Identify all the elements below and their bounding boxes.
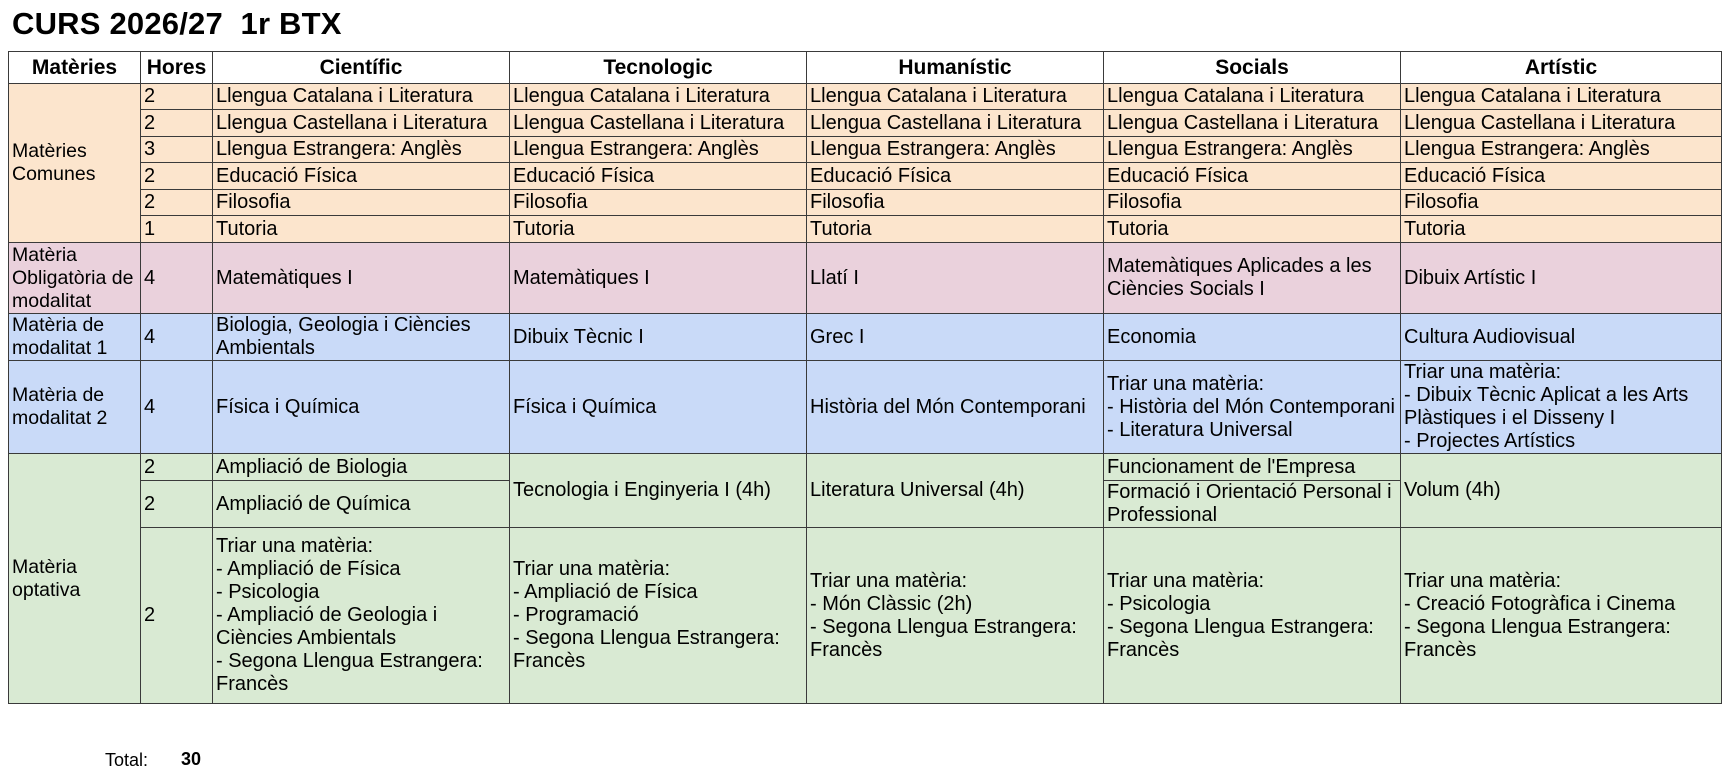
cell-line: - Món Clàssic (2h) (810, 592, 973, 615)
subject-humanistic: Educació Física (807, 163, 1104, 190)
subject-humanistic: Llengua Estrangera: Anglès (807, 137, 1104, 163)
cell-line: - Projectes Artístics (1404, 430, 1576, 452)
subject-cientific: Llengua Catalana i Literatura (213, 84, 510, 110)
comunes-row (9, 216, 1722, 243)
header-humanistic: Humanístic (807, 52, 1104, 84)
optativa-humanistic (807, 528, 1104, 704)
subject-socials: Tutoria (1104, 216, 1401, 243)
optativa-humanistic: Literatura Universal (4h) (807, 454, 1104, 528)
comunes-row (9, 137, 1722, 163)
comunes-row (9, 110, 1722, 137)
cell-line: Plàstiques i el Disseny I (1404, 407, 1616, 429)
header-materies: Matèries (9, 52, 141, 84)
cell-line: - Ampliació de Geologia i (216, 604, 438, 626)
modalitat2-tecnologic: Física i Química (510, 361, 807, 454)
optativa-label: Matèria optativa (9, 454, 141, 704)
cell-line: Triar una matèria: (1107, 569, 1265, 592)
cell-line: - Ampliació de Física (513, 581, 698, 603)
modalitat2-row (9, 361, 1722, 454)
cell-line: - Segona Llengua Estrangera: (1107, 615, 1374, 638)
modalitat1-artistic: Cultura Audiovisual (1401, 314, 1722, 361)
obligatoria-artistic: Dibuix Artístic I (1401, 243, 1722, 314)
modalitat2-socials (1104, 361, 1401, 454)
comunes-row (9, 190, 1722, 216)
cell-line: - Programació (513, 604, 639, 626)
subject-tecnologic: Filosofia (510, 190, 807, 216)
cell-line: Francès (1107, 638, 1180, 661)
cell-line: Francès (810, 638, 883, 661)
modalitat2-humanistic: Història del Món Contemporani (807, 361, 1104, 454)
subject-tecnologic: Tutoria (510, 216, 807, 243)
subject-cientific: Filosofia (213, 190, 510, 216)
hours-cell: 2 (141, 163, 213, 190)
hours-cell: 4 (141, 314, 213, 361)
optativa-row (9, 454, 1722, 481)
cell-line: - Segona Llengua Estrangera: (1404, 615, 1671, 638)
hours-cell: 2 (141, 454, 213, 481)
subject-artistic: Llengua Catalana i Literatura (1401, 84, 1722, 110)
modalitat2-cientific: Física i Química (213, 361, 510, 454)
obligatoria-humanistic: Llatí I (807, 243, 1104, 314)
subject-artistic: Tutoria (1401, 216, 1722, 243)
cell-line: Ciències Ambientals (216, 627, 397, 649)
subject-artistic: Llengua Castellana i Literatura (1401, 110, 1722, 137)
subject-artistic: Filosofia (1401, 190, 1722, 216)
subject-artistic: Educació Física (1401, 163, 1722, 190)
header-row (9, 52, 1722, 84)
modalitat2-artistic (1401, 361, 1722, 454)
cell-line: Francès (513, 650, 586, 672)
cell-line: Triar una matèria: (216, 535, 374, 557)
hours-cell: 1 (141, 216, 213, 243)
cell-line: Formació i Orientació Personal i (1107, 481, 1392, 503)
cell-line: Francès (1404, 638, 1477, 661)
subject-socials: Filosofia (1104, 190, 1401, 216)
optativa-tecnologic (510, 528, 807, 704)
obligatoria-cientific: Matemàtiques I (213, 243, 510, 314)
cell-line: - Psicologia (1107, 592, 1211, 615)
obligatoria-tecnologic: Matemàtiques I (510, 243, 807, 314)
cell-line: Francès (216, 673, 289, 695)
subject-cientific: Llengua Estrangera: Anglès (213, 137, 510, 163)
cell-line: Triar una matèria: (1404, 361, 1562, 383)
optativa-socials (1104, 481, 1401, 528)
subject-cientific: Llengua Castellana i Literatura (213, 110, 510, 137)
curriculum-table (8, 51, 1722, 704)
total-value: 30 (181, 749, 202, 769)
comunes-row (9, 163, 1722, 190)
cell-line: Triar una matèria: (1107, 372, 1265, 395)
cell-line: - Psicologia (216, 581, 320, 603)
subject-humanistic: Filosofia (807, 190, 1104, 216)
cell-line: - Segona Llengua Estrangera: (216, 650, 483, 672)
subject-humanistic: Tutoria (807, 216, 1104, 243)
header-hores: Hores (141, 52, 213, 84)
modalitat1-cientific: Biologia, Geologia i Ciències Ambientals (213, 314, 510, 361)
hours-cell: 2 (141, 528, 213, 704)
obligatoria-socials: Matemàtiques Aplicades a les Ciències Socials I (1104, 243, 1401, 314)
subject-cientific: Tutoria (213, 216, 510, 243)
optativa-cientific: Ampliació de Química (213, 481, 510, 528)
cell-line: - Ampliació de Física (216, 558, 401, 580)
header-socials: Socials (1104, 52, 1401, 84)
header-tecnologic: Tecnologic (510, 52, 807, 84)
optativa-socials: Funcionament de l'Empresa (1104, 454, 1401, 481)
obligatoria-label: Matèria Obligatòria de modalitat (9, 243, 141, 314)
optativa-socials (1104, 528, 1401, 704)
hours-cell: 4 (141, 243, 213, 314)
subject-tecnologic: Llengua Estrangera: Anglès (510, 137, 807, 163)
optativa-cientific: Ampliació de Biologia (213, 454, 510, 481)
subject-artistic: Llengua Estrangera: Anglès (1401, 137, 1722, 163)
hours-cell: 3 (141, 137, 213, 163)
subject-socials: Llengua Estrangera: Anglès (1104, 137, 1401, 163)
subject-humanistic: Llengua Castellana i Literatura (807, 110, 1104, 137)
obligatoria-row (9, 243, 1722, 314)
comunes-label: Matèries Comunes (9, 84, 141, 243)
hours-cell: 4 (141, 361, 213, 454)
total-label: Total: (105, 750, 149, 770)
hours-cell: 2 (141, 110, 213, 137)
modalitat1-humanistic: Grec I (807, 314, 1104, 361)
modalitat2-label: Matèria de modalitat 2 (9, 361, 141, 454)
subject-tecnologic: Llengua Castellana i Literatura (510, 110, 807, 137)
cell-line: - Segona Llengua Estrangera: (513, 627, 780, 649)
cell-line: Professional (1107, 504, 1218, 526)
cell-line: - Història del Món Contemporani (1107, 395, 1395, 418)
optativa-cientific (213, 528, 510, 704)
hours-cell: 2 (141, 190, 213, 216)
optativa-tecnologic: Tecnologia i Enginyeria I (4h) (510, 454, 807, 528)
optativa-artistic (1401, 528, 1722, 704)
modalitat1-socials: Economia (1104, 314, 1401, 361)
optativa-artistic: Volum (4h) (1401, 454, 1722, 528)
modalitat1-row (9, 314, 1722, 361)
subject-tecnologic: Educació Física (510, 163, 807, 190)
subject-socials: Llengua Castellana i Literatura (1104, 110, 1401, 137)
header-cientific: Científic (213, 52, 510, 84)
subject-humanistic: Llengua Catalana i Literatura (807, 84, 1104, 110)
cell-line: - Dibuix Tècnic Aplicat a les Arts (1404, 384, 1689, 406)
cell-line: Triar una matèria: (810, 569, 968, 592)
hours-cell: 2 (141, 84, 213, 110)
header-artistic: Artístic (1401, 52, 1722, 84)
cell-line: Triar una matèria: (513, 558, 671, 580)
subject-socials: Llengua Catalana i Literatura (1104, 84, 1401, 110)
cell-line: - Segona Llengua Estrangera: (810, 615, 1077, 638)
subject-tecnologic: Llengua Catalana i Literatura (510, 84, 807, 110)
hours-cell: 2 (141, 481, 213, 528)
cell-line: - Literatura Universal (1107, 418, 1293, 441)
page-title: CURS 2026/27 1r BTX (12, 6, 342, 41)
cell-line: Triar una matèria: (1404, 569, 1562, 592)
cell-line: - Creació Fotogràfica i Cinema (1404, 592, 1676, 615)
comunes-row (9, 84, 1722, 110)
modalitat1-label: Matèria de modalitat 1 (9, 314, 141, 361)
optativa-row (9, 528, 1722, 704)
subject-socials: Educació Física (1104, 163, 1401, 190)
modalitat1-tecnologic: Dibuix Tècnic I (510, 314, 807, 361)
subject-cientific: Educació Física (213, 163, 510, 190)
